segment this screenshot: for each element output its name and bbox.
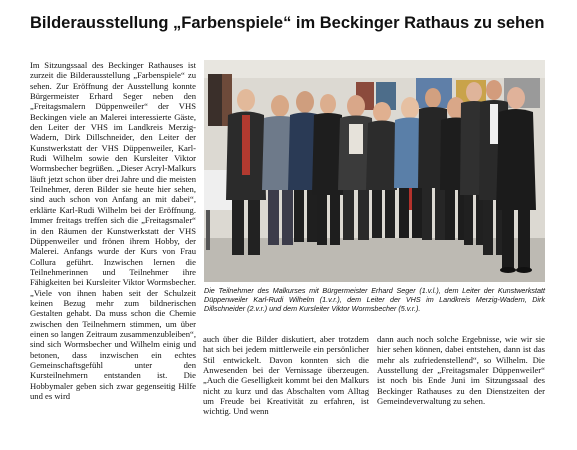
article-body-column-3: dann auch noch solche Ergebnisse, wie wir sie hier sehen können, dabei entstehen, dann ist das mehr als zufriedenstellend“, so Wilhelm. Die Ausstellung der „Freitagsmaler Düppenweiler“ ist noch bis Ende Juni im Sitzungssaal des Beckinger Rathauses zu den Dienstzeiten der Gemeindeverwaltung zu sehen. bbox=[377, 334, 545, 407]
article-body-column-1: Im Sitzungssaal des Beckinger Rathauses ist zurzeit die Bilderausstellung „Farbenspiele“ zu sehen. Zur Eröffnung der Ausstellung konnte Bürgermeister Erhard Seger neben den „Freitagsmalern Düppenweiler“ der VHS Beckingen viele an Malerei interessierte Gäste, den Leiter der VHS im Landkreis Merzig-Wadern, Dirk Dillschneider, den Leiter der Kunstwerkstatt der VHS Düppenweiler, Karl-Rudi Wilhelm sowie den Kursleiter Viktor Wormsbecher begrüßen. „Dieser Acryl-Malkurs läuft jetzt schon über drei Jahre und die meisten Teilnehmer, deren Bilder sie heute hier sehen, sind auch schon von Anfang an mit dabei“, erklärte Karl-Rudi Wilhelm bei der Eröffnung. Immer freitags treffen sich die „Freitagsmaler“ in den Räumen der Kunstwerkstatt der VHS Düppenweiler und frönen ihrem Hobby, der Malerei. Anfangs wurde der Kurs von Frau Collura geführt. Inzwischen lernen die Teilnehmerinnen und Teilnehmer ihre Fähigkeiten bei Kursleiter Viktor Wormsbecher. „Viele von ihnen haben seit der Schulzeit keinen Bezug mehr zum bildnerischen Gestalten gehabt. Da muss schon die Chemie zwischen den Teilnehmern stimmen, um über einen so langen Zeitraum zusammenzubleiben“, sind sich Wormsbecher und Wilhelm einig und betonen, dass inzwischen ein echtes Gemeinschaftsgefühl unter den Kursteilnehmern entstanden ist. Die Hobbymaler geben sich zwar gegenseitig Hilfe und es wird bbox=[30, 60, 196, 401]
group-photo-illustration bbox=[204, 60, 545, 282]
article-body-column-2: auch über die Bilder diskutiert, aber trotzdem hat sich bei jedem mittlerweile ein persönlicher Stil entwickelt. Davon konnten sich die Anwesenden bei der Vernissage überzeugen. „Auch die Geselligkeit kommt bei den Malkurs nicht zu kurz und das Abschalten vom Alltag um Freude bei Kreativität zu erfahren, ist wichtig. Und wenn bbox=[203, 334, 369, 417]
group-photo bbox=[204, 60, 545, 282]
article-headline: Bilderausstellung „Farbenspiele“ im Beckinger Rathaus zu sehen bbox=[30, 14, 545, 32]
photo-caption: Die Teilnehmer des Malkurses mit Bürgermeister Erhard Seger (1.v.l.), dem Leiter der Kunstwerkstatt Düppenweiler Karl-Rudi Wilhelm (1.v.r.), dem Leiter der VHS im Landkreis Merzig-Wadern, Dirk Dillschneider (2.v.r.) und dem Kursleiter Viktor Wormsbecher (5.v.r.). bbox=[204, 286, 545, 314]
